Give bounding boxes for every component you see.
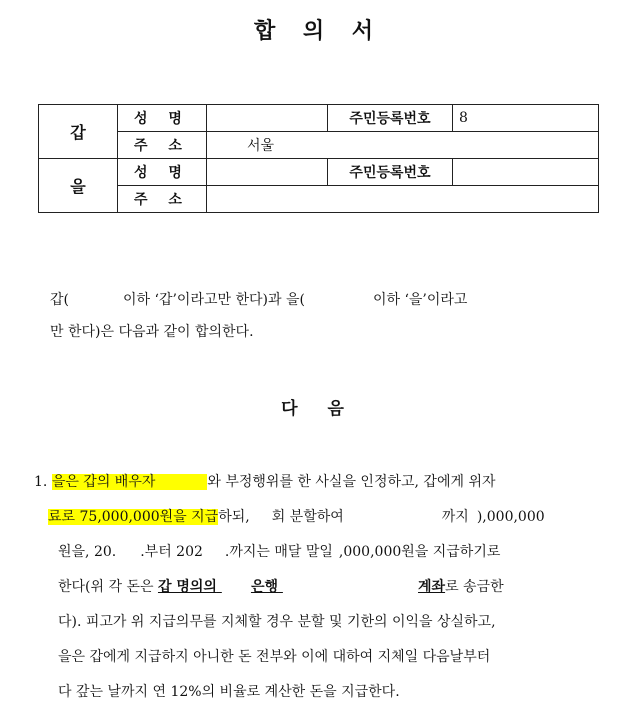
- intro-paragraph: [50, 284, 605, 348]
- clause-line: [34, 468, 604, 503]
- party-b-address-field[interactable]: [207, 186, 599, 213]
- party-a-rrn-field[interactable]: 8: [453, 105, 599, 132]
- clause-text: 로 송금한: [445, 579, 504, 595]
- clause-text: ),000,000: [476, 509, 545, 525]
- rrn-label: 주민등록번호: [328, 159, 453, 186]
- clause-line: [34, 503, 604, 538]
- account-label: 계좌: [418, 579, 446, 595]
- table-row: [39, 105, 599, 132]
- clause-text: 료로 75,000,000원을 지급: [48, 509, 219, 525]
- party-a-name-field[interactable]: [207, 105, 328, 132]
- party-a-address-field[interactable]: 서울: [207, 132, 599, 159]
- party-b-name-field[interactable]: [207, 159, 328, 186]
- clause-line: 다 갚는 날까지 연 12%의 비율로 계산한 돈을 지급한다.: [58, 684, 400, 700]
- intro-line: [50, 284, 605, 316]
- clause-text: .까지는 매달 말일: [224, 544, 333, 560]
- clause-text: .부터 202: [140, 544, 203, 560]
- clause-text: 와 부정행위를 한 사실을 인정하고, 갑에게 위자: [207, 474, 496, 490]
- clause-text: 한다(위 각 돈은: [58, 579, 154, 595]
- clause-line: 을은 갑에게 지급하지 아니한 돈 전부와 이에 대하여 지체일 다음날부터: [58, 649, 491, 665]
- table-row: [39, 159, 599, 186]
- clause-text: 원을, 20.: [58, 544, 117, 560]
- clause-text: ,000,000원을 지급하기로: [338, 544, 501, 560]
- address-label: 주 소: [118, 132, 207, 159]
- bank-name: 은행: [250, 579, 279, 595]
- table-row: [39, 186, 599, 213]
- document-title: 합 의 서: [253, 19, 384, 44]
- party-a-cell: 갑: [39, 105, 118, 159]
- name-label: 성 명: [118, 105, 207, 132]
- clause-text: 하되,: [218, 509, 250, 525]
- clause-text: 까지: [441, 509, 469, 525]
- party-b-cell: 을: [39, 159, 118, 213]
- table-row: [39, 132, 599, 159]
- clause-line: 다). 피고가 위 지급의무를 지체할 경우 분할 및 기한의 이익을 상실하고,: [58, 614, 496, 630]
- address-label: 주 소: [118, 186, 207, 213]
- clause-line: [34, 538, 604, 573]
- intro-text: 이하 ‘갑’이라고만 한다)과 을(: [123, 292, 305, 308]
- clause-1: [34, 468, 604, 713]
- intro-line: 만 한다)은 다음과 같이 합의한다.: [50, 324, 254, 340]
- clause-text: 회 분할하여: [271, 509, 344, 525]
- intro-text: 갑(: [50, 292, 69, 308]
- section-heading: 다 음: [281, 399, 356, 419]
- parties-table: [38, 104, 599, 213]
- intro-text: 이하 ‘을’이라고: [372, 292, 468, 308]
- party-b-rrn-field[interactable]: [453, 159, 599, 186]
- clause-number: 1.: [34, 474, 48, 490]
- account-owner: 갑 명의의: [157, 579, 217, 595]
- name-label: 성 명: [118, 159, 207, 186]
- clause-line: [34, 573, 604, 608]
- clause-text: 을은 갑의 배우자: [51, 474, 156, 490]
- rrn-label: 주민등록번호: [328, 105, 453, 132]
